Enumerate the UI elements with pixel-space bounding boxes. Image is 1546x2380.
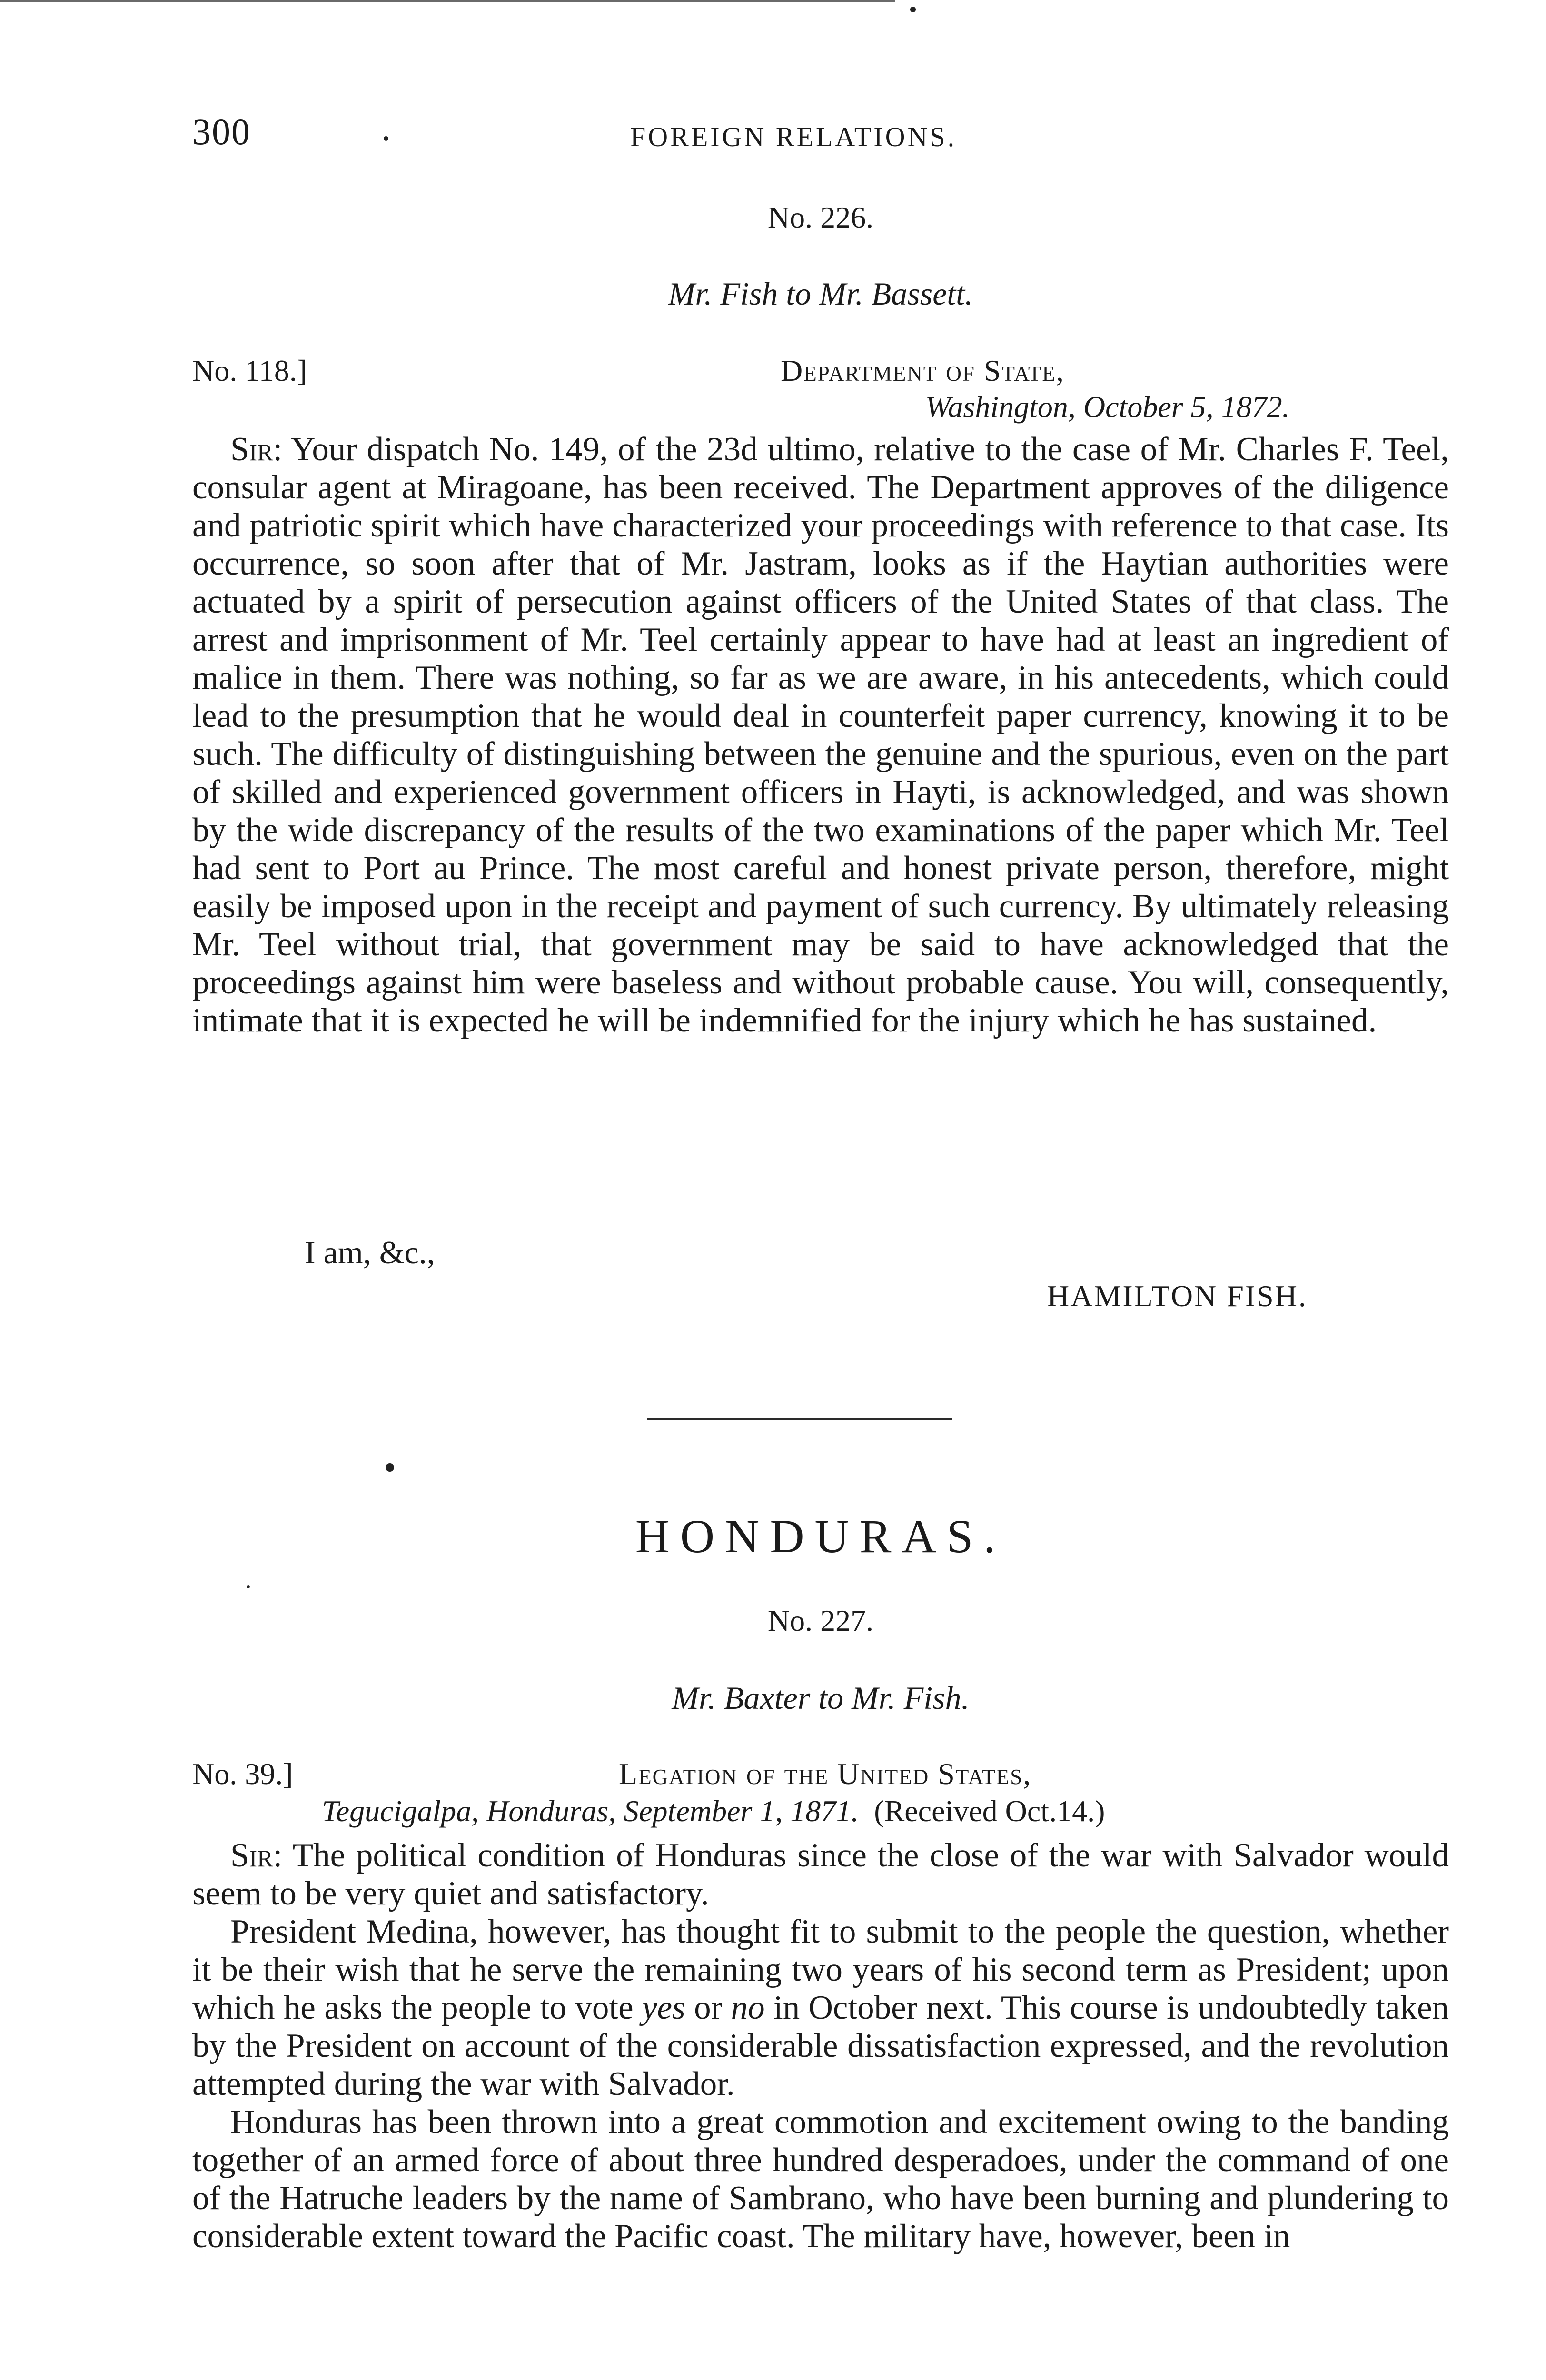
paragraph-text: : Your dispatch No. 149, of the 23d ultimo, relative to the case of Mr. Charles F. Teel, consular agent at Miragoane, has been received. The Department approves of the diligence and patriotic spirit which have characterized your proceedings with reference to that case. Its occurrence, so soon after that of Mr. Jastram, looks as if the Haytian authorities were actuated by a spirit of persecution against officers of the United States of that class. The arrest and imprisonment of Mr. Teel certainly appear to have had at least an ingredient of malice in them. There was nothing, so far as we are aware, in his antecedents, which could lead to the presumption that he would deal in counterfeit paper currency, knowing it to be such. The difficulty of distinguishing between the genuine and the spurious, even on the part of skilled and experienced government officers in Hayti, is acknowledged, and was shown by the wide discrepancy of the results of the two examinations of the paper which Mr. Teel had sent to Port au Prince. The most careful and honest private person, therefore, might easily be imposed upon in the receipt and payment of such currency. By ultimately releasing Mr. Teel without trial, that government may be said to have acknowledged that the proceedings against him were baseless and without probable cause. You will, consequently, intimate that it is expected he will be indemnified for the injury which he has sustained. — [192, 431, 1449, 1039]
body-paragraph — [192, 1836, 1449, 1913]
emphasis-yes: yes — [642, 1989, 685, 2026]
body-paragraph — [192, 430, 1449, 1040]
emphasis-no: no — [731, 1989, 765, 2026]
document-number: No. 226. — [767, 200, 874, 234]
ink-speck — [910, 7, 916, 12]
paragraph-text: President Medina, however, has thought fit to submit to the people the question, whether it be their wish that he serve the remaining two years of his second term as President; upon which he asks the people to vote — [192, 1913, 1449, 2026]
paragraph-text: Honduras has been thrown into a great commotion and excitement owing to the banding together of an armed force of about three hundred desperadoes, under the command of one of the Hatruche leaders by the name of Sambrano, who have been burning and plundering to considerable extent toward the Pacific coast. The military have, however, been in — [192, 2103, 1449, 2255]
paragraph-text: in October next. This course is undoubtedly taken by the President on account of the considerable dissatisfaction expressed, and the revolution attempted during the war with Salvador. — [192, 1989, 1449, 2102]
document-number: No. 227. — [767, 1604, 874, 1637]
sender-office: Department of State, — [781, 354, 1065, 387]
ink-speck — [247, 1585, 250, 1588]
closing: I am, &c., — [305, 1234, 435, 1270]
dispatch-reference: No. 39.] — [192, 1757, 293, 1791]
signature: HAMILTON FISH. — [1047, 1279, 1308, 1313]
paragraph-text: or — [685, 1989, 731, 2026]
page-number: 300 — [192, 111, 251, 152]
top-edge-rule — [0, 0, 895, 2]
body-paragraph — [192, 2103, 1449, 2255]
running-title: FOREIGN RELATIONS. — [630, 121, 957, 152]
running-head — [192, 110, 1449, 163]
section-divider — [647, 1418, 952, 1420]
received-note: (Received Oct.14.) — [874, 1794, 1105, 1828]
salutation: Sir — [230, 1837, 273, 1874]
sender-office: Legation of the United States, — [619, 1757, 1032, 1791]
letter-body — [192, 430, 1449, 1040]
body-paragraph — [192, 1913, 1449, 2103]
dispatch-reference: No. 118.] — [192, 354, 307, 387]
paragraph-text: : The political condition of Honduras since the close of the war with Salvador would seem to be very quiet and satisfactory. — [192, 1837, 1449, 1912]
salutation: Sir — [230, 431, 273, 468]
document-heading: Mr. Fish to Mr. Bassett. — [668, 276, 973, 312]
section-title: HONDURAS. — [635, 1510, 1006, 1563]
document-heading: Mr. Baxter to Mr. Fish. — [672, 1680, 970, 1716]
dateline: Washington, October 5, 1872. — [925, 390, 1290, 424]
dateline — [322, 1794, 1105, 1829]
letter-body — [192, 1836, 1449, 2255]
ink-speck — [386, 1463, 394, 1472]
dateline-place: Tegucigalpa, Honduras, September 1, 1871. — [322, 1794, 859, 1828]
